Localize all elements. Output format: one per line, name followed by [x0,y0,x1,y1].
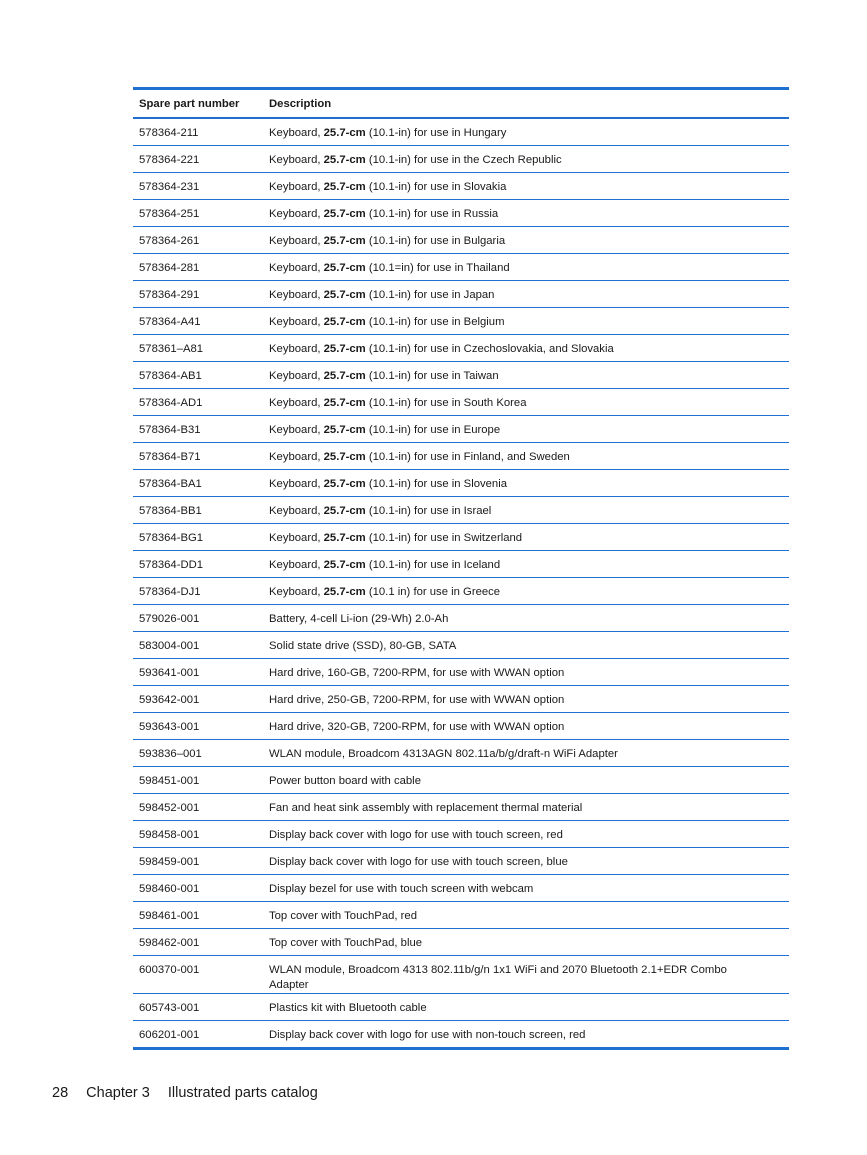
description-size-bold: 25.7-cm [323,208,366,220]
description-text: Top cover with TouchPad, blue [269,937,423,949]
description-text: Hard drive, 160-GB, 7200-RPM, for use with WWAN option [269,667,565,679]
table-row [133,1021,789,1050]
part-description [269,396,789,411]
description-size-bold: 25.7-cm [323,478,366,490]
spare-part-number: 598451-001 [139,775,200,787]
part-description [269,153,789,168]
description-size-bold: 25.7-cm [323,235,366,247]
description-text-suffix: (10.1=in) for use in Thailand [365,262,510,274]
spare-part-number: 579026-001 [139,613,200,625]
part-description [269,342,789,357]
part-description [269,612,789,627]
table-row [133,848,789,875]
spare-part-number: 598460-001 [139,883,200,895]
description-text-suffix: (10.1-in) for use in Hungary [365,127,507,139]
part-description [269,180,789,195]
table-row [133,902,789,929]
table-row [133,929,789,956]
description-text-suffix: (10.1-in) for use in South Korea [365,397,527,409]
part-description [269,747,789,762]
description-text-suffix: (10.1-in) for use in Taiwan [365,370,499,382]
spare-part-number: 598462-001 [139,937,200,949]
description-text-suffix: (10.1-in) for use in Slovakia [365,181,507,193]
part-description [269,585,789,600]
part-description [269,450,789,465]
chapter-label: Chapter 3 [86,1085,150,1101]
parts-table [133,87,789,1050]
table-row [133,119,789,146]
description-text: Keyboard, [269,451,324,463]
description-text: Keyboard, [269,424,324,436]
description-text: Battery, 4-cell Li-ion (29-Wh) 2.0-Ah [269,613,449,625]
spare-part-number: 593836–001 [139,748,202,760]
spare-part-number: 578364-B31 [139,424,201,436]
description-text: Keyboard, [269,397,324,409]
table-row [133,956,789,994]
description-text: Power button board with cable [269,775,421,787]
table-row [133,578,789,605]
description-text: Keyboard, [269,316,324,328]
spare-part-number: 578364-B71 [139,451,201,463]
spare-part-number: 598461-001 [139,910,200,922]
table-row [133,389,789,416]
description-size-bold: 25.7-cm [323,316,366,328]
table-row [133,821,789,848]
description-text: WLAN module, Broadcom 4313 802.11b/g/n 1x1 WiFi and 2070 Bluetooth 2.1+EDR Combo Adapter [269,964,727,991]
part-description [269,882,789,897]
description-text: Display back cover with logo for use with touch screen, red [269,829,563,841]
description-text: Keyboard, [269,478,324,490]
table-row [133,551,789,578]
spare-part-number: 598452-001 [139,802,200,814]
spare-part-number: 578364-251 [139,208,200,220]
part-description [269,234,789,249]
table-row [133,713,789,740]
description-text-suffix: (10.1-in) for use in Russia [365,208,499,220]
spare-part-number: 578364-BB1 [139,505,202,517]
part-description [269,207,789,222]
table-row [133,994,789,1021]
part-description [269,963,789,993]
part-description [269,936,789,951]
part-description [269,1028,789,1043]
spare-part-number: 578364-211 [139,127,199,139]
table-body [133,119,789,1050]
table-row [133,362,789,389]
table-row [133,443,789,470]
part-description [269,666,789,681]
spare-part-number: 578364-DD1 [139,559,204,571]
part-description [269,504,789,519]
part-description [269,639,789,654]
description-text: Plastics kit with Bluetooth cable [269,1002,427,1014]
page-footer [52,1085,332,1101]
description-size-bold: 25.7-cm [323,289,366,301]
part-description [269,261,789,276]
table-row [133,524,789,551]
spare-part-number: 605743-001 [139,1002,200,1014]
table-row [133,605,789,632]
part-description [269,801,789,816]
description-text: Keyboard, [269,154,324,166]
part-description [269,369,789,384]
description-text-suffix: (10.1-in) for use in Switzerland [365,532,523,544]
table-row [133,740,789,767]
table-header-row [133,90,789,119]
part-description [269,558,789,573]
description-size-bold: 25.7-cm [323,343,366,355]
description-text-suffix: (10.1-in) for use in Bulgaria [365,235,506,247]
table-row [133,497,789,524]
description-text-suffix: (10.1-in) for use in Slovenia [365,478,508,490]
table-row [133,794,789,821]
description-text-suffix: (10.1-in) for use in Belgium [365,316,505,328]
spare-part-number: 578364-281 [139,262,200,274]
part-description [269,126,789,141]
table-row [133,281,789,308]
description-text-suffix: (10.1 in) for use in Greece [365,586,501,598]
spare-part-number: 578364-A41 [139,316,201,328]
spare-part-number: 593641-001 [139,667,200,679]
table-row [133,659,789,686]
spare-part-number: 593642-001 [139,694,200,706]
table-row [133,146,789,173]
part-description [269,477,789,492]
part-description [269,423,789,438]
part-description [269,855,789,870]
spare-part-number: 600370-001 [139,964,200,976]
spare-part-number: 593643-001 [139,721,200,733]
table-row [133,254,789,281]
description-size-bold: 25.7-cm [323,559,366,571]
table-row [133,173,789,200]
description-text: Keyboard, [269,370,324,382]
part-description [269,693,789,708]
header-spare-part-number: Spare part number [139,98,240,110]
spare-part-number: 578364-291 [139,289,200,301]
table-row [133,632,789,659]
part-description [269,531,789,546]
spare-part-number: 598458-001 [139,829,200,841]
table-row [133,416,789,443]
table-row [133,335,789,362]
description-size-bold: 25.7-cm [323,181,366,193]
spare-part-number: 578364-DJ1 [139,586,201,598]
spare-part-number: 578364-261 [139,235,200,247]
table-row [133,308,789,335]
spare-part-number: 598459-001 [139,856,200,868]
table-row [133,875,789,902]
chapter-title: Illustrated parts catalog [167,1085,318,1101]
description-text: Keyboard, [269,181,324,193]
description-text: Keyboard, [269,208,324,220]
description-text-suffix: (10.1-in) for use in Czechoslovakia, and Slovakia [365,343,614,355]
description-text: Keyboard, [269,262,324,274]
description-size-bold: 25.7-cm [323,532,366,544]
description-text-suffix: (10.1-in) for use in Israel [365,505,492,517]
header-description: Description [269,98,332,110]
description-text: Keyboard, [269,343,324,355]
page-number: 28 [52,1085,69,1101]
description-size-bold: 25.7-cm [323,424,366,436]
part-description [269,774,789,789]
spare-part-number: 578364-BG1 [139,532,204,544]
table-row [133,227,789,254]
description-size-bold: 25.7-cm [323,262,366,274]
spare-part-number: 583004-001 [139,640,200,652]
description-text-suffix: (10.1-in) for use in Japan [365,289,495,301]
description-text-suffix: (10.1-in) for use in Iceland [365,559,501,571]
description-size-bold: 25.7-cm [323,451,366,463]
spare-part-number: 578364-AD1 [139,397,203,409]
spare-part-number: 606201-001 [139,1029,200,1041]
description-size-bold: 25.7-cm [323,397,366,409]
description-size-bold: 25.7-cm [323,127,366,139]
description-text: Keyboard, [269,586,324,598]
description-text: WLAN module, Broadcom 4313AGN 802.11a/b/g/draft-n WiFi Adapter [269,748,618,760]
spare-part-number: 578364-231 [139,181,200,193]
spare-part-number: 578364-BA1 [139,478,202,490]
description-text: Hard drive, 320-GB, 7200-RPM, for use with WWAN option [269,721,565,733]
description-text: Keyboard, [269,289,324,301]
description-size-bold: 25.7-cm [323,370,366,382]
table-row [133,686,789,713]
description-text: Keyboard, [269,235,324,247]
description-size-bold: 25.7-cm [323,586,366,598]
description-text: Display back cover with logo for use with touch screen, blue [269,856,568,868]
description-text: Display back cover with logo for use with non-touch screen, red [269,1029,586,1041]
description-text: Fan and heat sink assembly with replacement thermal material [269,802,583,814]
description-text-suffix: (10.1-in) for use in Finland, and Sweden [365,451,570,463]
description-text: Keyboard, [269,505,324,517]
part-description [269,720,789,735]
description-size-bold: 25.7-cm [323,154,366,166]
spare-part-number: 578361–A81 [139,343,204,355]
description-text: Keyboard, [269,127,324,139]
part-description [269,288,789,303]
description-text: Top cover with TouchPad, red [269,910,417,922]
description-text-suffix: (10.1-in) for use in Europe [365,424,501,436]
spare-part-number: 578364-AB1 [139,370,202,382]
part-description [269,315,789,330]
description-text: Hard drive, 250-GB, 7200-RPM, for use with WWAN option [269,694,565,706]
part-description [269,828,789,843]
description-text: Display bezel for use with touch screen with webcam [269,883,534,895]
description-text: Keyboard, [269,559,324,571]
description-text: Solid state drive (SSD), 80-GB, SATA [269,640,457,652]
table-row [133,200,789,227]
description-text-suffix: (10.1-in) for use in the Czech Republic [365,154,562,166]
spare-part-number: 578364-221 [139,154,200,166]
part-description [269,909,789,924]
description-text: Keyboard, [269,532,324,544]
table-row [133,767,789,794]
description-size-bold: 25.7-cm [323,505,366,517]
part-description [269,1001,789,1016]
table-row [133,470,789,497]
